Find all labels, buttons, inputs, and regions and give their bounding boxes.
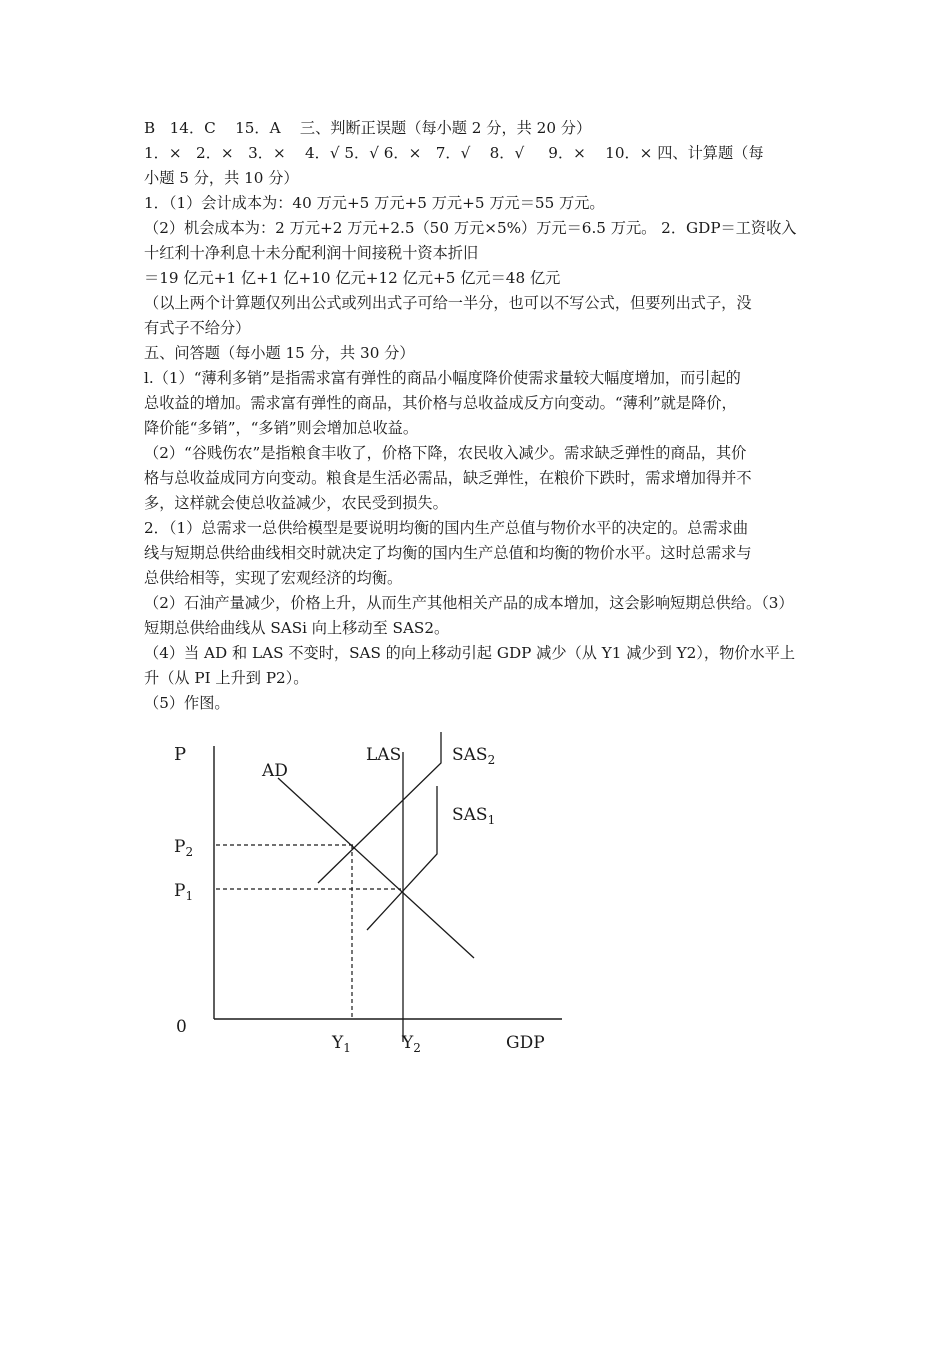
text-line: 五、问答题（每小题 15 分，共 30 分） (144, 344, 415, 362)
y1-label: $Y_1$ (332, 1033, 351, 1055)
text-line: ＝19 亿元+1 亿+1 亿+10 亿元+12 亿元+5 亿元＝48 亿元 (144, 269, 561, 287)
text-line: 短期总供给曲线从 SASi 向上移动至 SAS2。 (144, 619, 450, 637)
ad-curve (278, 778, 474, 958)
text-line: 多，这样就会使总收益减少，农民受到损失。 (144, 494, 448, 512)
text-line: 小题 5 分，共 10 分） (144, 169, 299, 187)
text-line: 降价能“多销”，“多销”则会增加总收益。 (144, 419, 419, 437)
y2-label: $Y_2$ (402, 1033, 421, 1055)
text-line: 总收益的增加。需求富有弹性的商品，其价格与总收益成反方向变动。“薄利”就是降价， (144, 394, 737, 412)
ad-as-diagram (160, 728, 580, 1068)
text-line: 1．（1）会计成本为：40 万元+5 万元+5 万元+5 万元＝55 万元。 (144, 194, 605, 212)
gdp-axis-label: GDP (506, 1033, 545, 1053)
text-line: （2）“谷贱伤农”是指粮食丰收了，价格下降，农民收入减少。需求缺乏弹性的商品，其价 (144, 444, 747, 462)
text-line: 1．× 2．× 3．× 4．√ 5．√ 6．× 7．√ 8．√ 9．× 10．× 四、计算题（每 (144, 144, 764, 162)
ad-label: AD (262, 761, 288, 781)
text-line: 2．（1）总需求一总供给模型是要说明均衡的国内生产总值与物价水平的决定的。总需求曲 (144, 519, 749, 537)
text-line: 十红利十净利息十未分配利润十间接税十资本折旧 (144, 244, 479, 262)
text-line: （2）石油产量减少，价格上升，从而生产其他相关产品的成本增加，这会影响短期总供给。（3） (144, 594, 794, 612)
p1-label: $P_1$ (174, 881, 194, 903)
sas2-label: $SAS_2$ (452, 745, 496, 767)
text-line: l.（1）“薄利多销”是指需求富有弹性的商品小幅度降价使需求量较大幅度增加，而引起的 (144, 369, 741, 387)
text-line: （4）当 AD 和 LAS 不变时，SAS 的向上移动引起 GDP 减少（从 Y1 减少到 Y2），物价水平上 (144, 644, 796, 662)
las-label: LAS (366, 745, 402, 765)
text-line: 升（从 PI 上升到 P2）。 (144, 669, 309, 687)
text-line: （2）机会成本为：2 万元+2 万元+2.5（50 万元×5%）万元＝6.5 万元。 2．GDP＝工资收入 (144, 219, 797, 237)
text-line: 格与总收益成同方向变动。粮食是生活必需品，缺乏弹性，在粮价下跌时，需求增加得并不 (144, 469, 752, 487)
text-line: 线与短期总供给曲线相交时就决定了均衡的国内生产总值和均衡的物价水平。这时总需求与 (144, 544, 752, 562)
sas1-label: $SAS_1$ (452, 805, 496, 827)
text-line: 有式子不给分） (144, 319, 251, 337)
text-line: （以上两个计算题仅列出公式或列出式子可给一半分，也可以不写公式，但要列出式子，没 (144, 294, 752, 312)
answer-text (144, 116, 816, 716)
text-line: （5）作图。 (144, 694, 230, 712)
p-axis-label: P (174, 744, 187, 765)
text-line: 总供给相等，实现了宏观经济的均衡。 (144, 569, 403, 587)
text-line: B 14．C 15．A 三、判断正误题（每小题 2 分，共 20 分） (144, 119, 592, 137)
origin-label: 0 (176, 1017, 187, 1037)
p2-label: $P_2$ (174, 837, 194, 859)
sas1-curve (367, 786, 437, 930)
